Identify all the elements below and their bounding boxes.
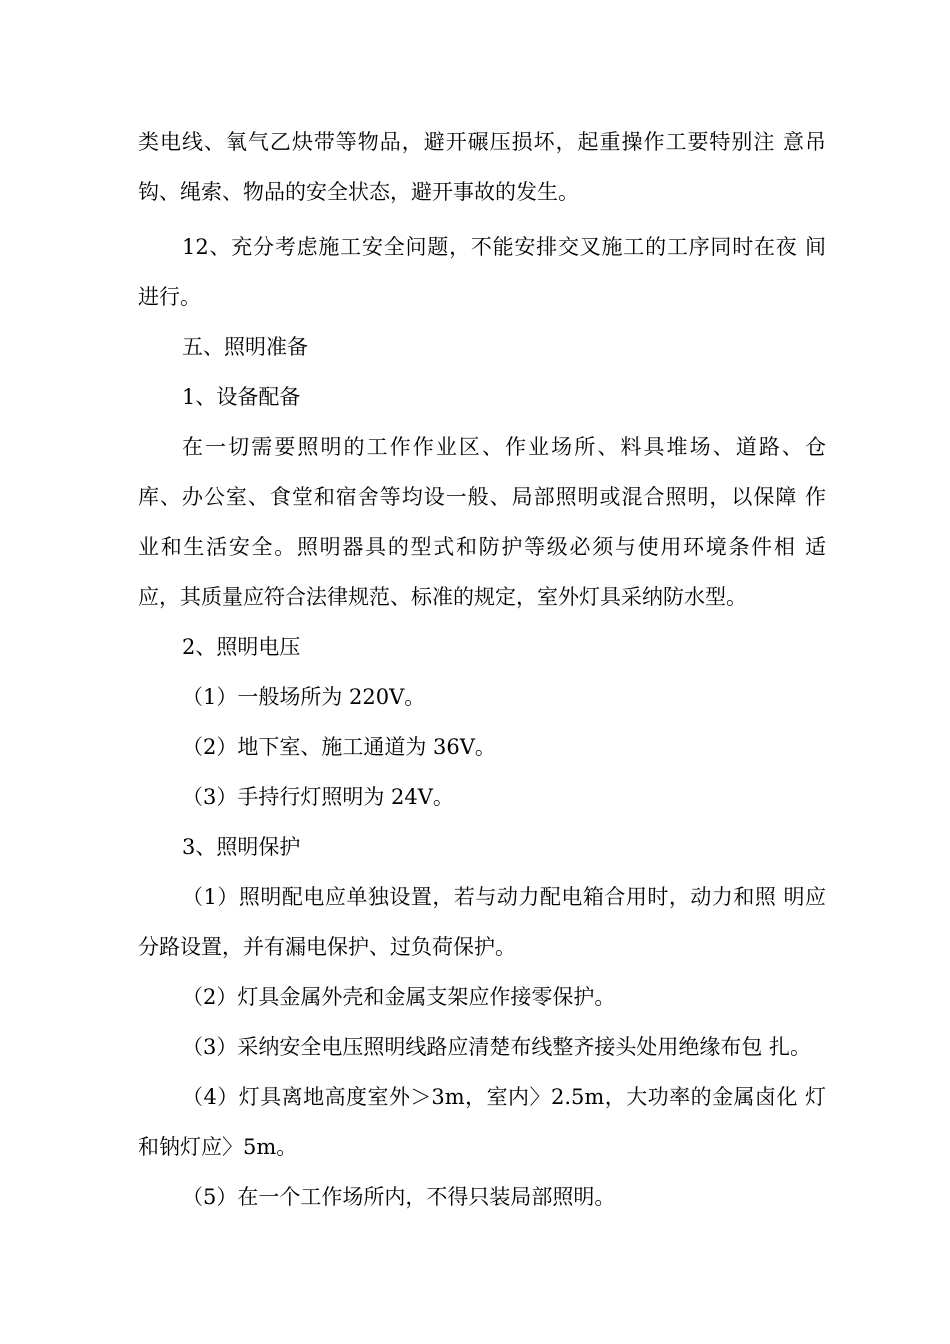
paragraph-line: 类电线、氧气乙炔带等物品，避开碾压损坏，起重操作工要特别注 意吊 [138,130,826,154]
paragraph-line: 12、充分考虑施工安全问题，不能安排交叉施工的工序同时在夜 间 [182,235,826,259]
section-heading: 五、照明准备 [182,335,308,359]
list-item: （1）一般场所为 220V。 [182,685,426,709]
subsection-heading: 3、照明保护 [182,835,301,859]
subsection-heading: 2、照明电压 [182,635,301,659]
paragraph-line: 钩、绳索、物品的安全状态，避开事故的发生。 [138,180,579,204]
list-item: （3）手持行灯照明为 24V。 [182,785,454,809]
subsection-heading: 1、设备配备 [182,385,301,409]
list-item: （2）灯具金属外壳和金属支架应作接零保护。 [182,985,616,1009]
list-item-continuation: 分路设置，并有漏电保护、过负荷保护。 [138,935,516,959]
list-item: （3）采纳安全电压照明线路应清楚布线整齐接头处用绝缘布包 扎。 [182,1035,812,1059]
list-item: （4）灯具离地高度室外＞3m，室内〉2.5m，大功率的金属卤化 灯 [182,1085,826,1109]
paragraph-line: 在一切需要照明的工作作业区、作业场所、料具堆场、道路、仓 [182,435,826,459]
list-item: （2）地下室、施工通道为 36V。 [182,735,496,759]
paragraph-line: 业和生活安全。照明器具的型式和防护等级必须与使用环境条件相 适 [138,535,826,559]
list-item: （5）在一个工作场所内，不得只装局部照明。 [182,1185,616,1209]
paragraph-line: 进行。 [138,285,201,309]
list-item-continuation: 和钠灯应〉5m。 [138,1135,298,1159]
paragraph-line: 库、办公室、食堂和宿舍等均设一般、局部照明或混合照明，以保障 作 [138,485,826,509]
list-item: （1）照明配电应单独设置，若与动力配电箱合用时，动力和照 明应 [182,885,826,909]
paragraph-line: 应，其质量应符合法律规范、标准的规定，室外灯具采纳防水型。 [138,585,747,609]
